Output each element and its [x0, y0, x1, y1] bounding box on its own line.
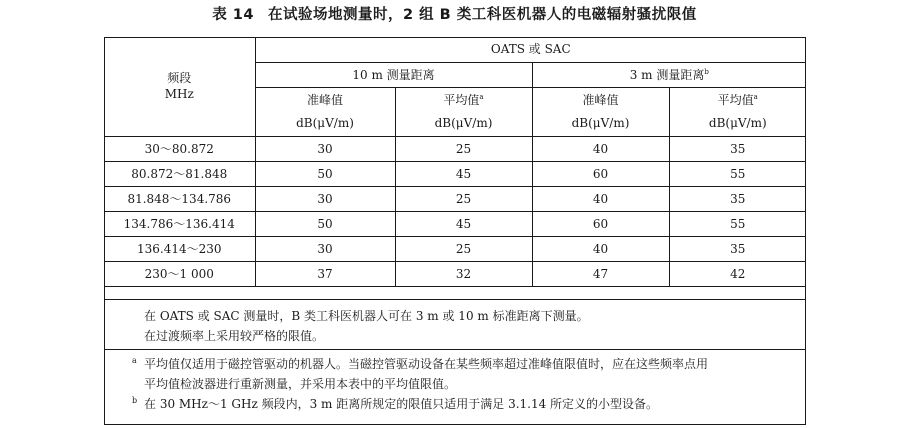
table-row	[104, 186, 806, 211]
unit-label: dB(μV/m)	[296, 116, 354, 130]
value-cell: 40	[532, 236, 669, 261]
value-cell: 40	[532, 186, 669, 211]
freq-label: 频段	[167, 71, 192, 86]
table-row	[104, 236, 806, 261]
footnote-mark-a: a	[753, 93, 758, 101]
freq-cell: 80.872～81.848	[104, 161, 255, 186]
site-header: OATS 或 SAC	[255, 37, 806, 62]
footnote-mark-b: b	[704, 67, 709, 76]
freq-cell: 81.848～134.786	[104, 186, 255, 211]
value-cell: 45	[395, 211, 532, 236]
distance-10m-header: 10 m 测量距离	[255, 62, 532, 87]
value-cell: 32	[395, 261, 532, 286]
table-number: 表 14	[212, 7, 254, 23]
value-cell: 60	[532, 211, 669, 236]
value-cell: 30	[255, 236, 395, 261]
unit-label: dB(μV/m)	[434, 116, 493, 130]
footnote-a	[132, 354, 790, 394]
value-cell: 42	[669, 261, 806, 286]
value-cell: 30	[255, 186, 395, 211]
av3-header: 平均值$^a$ dB(μV/m)	[669, 87, 806, 136]
qp10-header: 准峰值 dB(μV/m)	[255, 87, 395, 136]
table-row	[104, 136, 806, 161]
distance-3m-header: 3 m 测量距离$^b$	[532, 62, 806, 87]
footnote-text: 在 30 MHz～1 GHz 频段内，3 m 距离所规定的限值只适用于满足 3.1.14 所定义的小型设备。	[144, 397, 659, 411]
value-cell: 55	[669, 211, 806, 236]
freq-unit: MHz	[164, 87, 194, 102]
freq-cell: 136.414～230	[104, 236, 255, 261]
value-cell: 35	[669, 236, 806, 261]
av10-header: 平均值$^a$ dB(μV/m)	[395, 87, 532, 136]
footnote-text: 平均值检波器进行重新测量，并采用本表中的平均值限值。	[144, 377, 457, 391]
unit-label: dB(μV/m)	[571, 116, 630, 130]
value-cell: 37	[255, 261, 395, 286]
unit-label: dB(μV/m)	[708, 116, 767, 130]
table-title: 在试验场地测量时，2 组 B 类工科医机器人的电磁辐射骚扰限值	[267, 7, 697, 23]
value-cell: 47	[532, 261, 669, 286]
value-cell: 25	[395, 186, 532, 211]
note-line: 在 OATS 或 SAC 测量时，B 类工科医机器人可在 3 m 或 10 m 标准距离下测量。	[144, 309, 589, 323]
value-cell: 50	[255, 161, 395, 186]
footnote-text: 平均值仅适用于磁控管驱动的机器人。当磁控管驱动设备在某些频率超过准峰值限值时，应在这些频率点用	[144, 357, 709, 371]
value-cell: 30	[255, 136, 395, 161]
value-cell: 55	[669, 161, 806, 186]
freq-cell: 30～80.872	[104, 136, 255, 161]
footnote-marker: b	[132, 396, 138, 405]
table-row	[104, 261, 806, 286]
value-cell: 60	[532, 161, 669, 186]
note-line: 在过渡频率上采用较严格的限值。	[144, 329, 325, 343]
value-cell: 50	[255, 211, 395, 236]
freq-header	[104, 37, 255, 136]
value-cell: 35	[669, 186, 806, 211]
freq-cell: 134.786～136.414	[104, 211, 255, 236]
table-notes	[104, 299, 806, 350]
table-caption	[0, 3, 909, 24]
value-cell: 25	[395, 136, 532, 161]
value-cell: 35	[669, 136, 806, 161]
footnote-mark-a: a	[479, 93, 484, 101]
freq-cell: 230～1 000	[104, 261, 255, 286]
limits-table	[104, 37, 806, 287]
qp3-header: 准峰值 dB(μV/m)	[532, 87, 669, 136]
value-cell: 25	[395, 236, 532, 261]
table-row	[104, 211, 806, 236]
table-row	[104, 161, 806, 186]
footnote-marker: a	[132, 356, 137, 365]
value-cell: 40	[532, 136, 669, 161]
footnotes	[104, 352, 806, 414]
footnote-b	[132, 394, 790, 414]
value-cell: 45	[395, 161, 532, 186]
